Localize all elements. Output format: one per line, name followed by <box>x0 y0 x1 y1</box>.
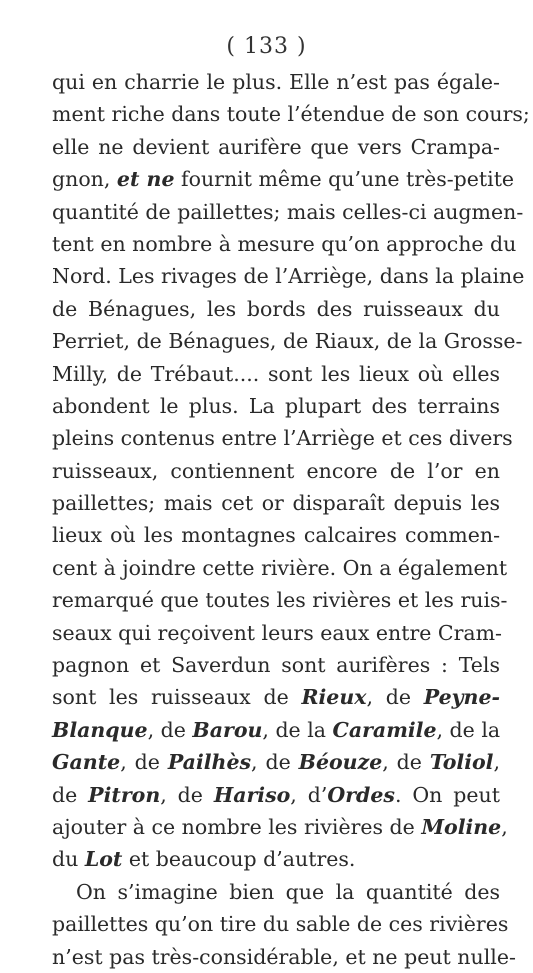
text-line <box>52 746 500 778</box>
text-line <box>52 811 508 843</box>
italic-text: Barou <box>192 717 263 742</box>
italic-text: Toliol <box>429 750 494 775</box>
text-line <box>52 422 513 454</box>
italic-text: Peyne- <box>423 685 500 710</box>
text-segment: seaux qui reçoivent leurs eaux entre Cram- <box>52 620 502 645</box>
text-segment: , de <box>382 750 430 775</box>
text-line <box>52 552 508 584</box>
text-segment: fournit même qu’une très-petite <box>174 167 515 192</box>
text-segment: n’est pas très-considérable, et ne peut nulle- <box>52 944 516 969</box>
text-line <box>52 293 500 325</box>
text-segment: sont les ruisseaux de <box>52 685 302 710</box>
italic-text: et ne <box>116 167 175 192</box>
text-line <box>52 649 500 681</box>
italic-text: Pitron <box>88 782 161 807</box>
italic-text: Moline <box>421 814 502 839</box>
text-segment: Nord. Les rivages de l’Arriège, dans la plaine <box>52 264 525 289</box>
text-segment: , <box>493 750 501 775</box>
text-segment: , d’ <box>290 782 328 807</box>
text-segment: et beaucoup d’autres. <box>122 847 356 872</box>
text-segment: , de la <box>436 717 501 742</box>
text-segment: du <box>52 847 85 872</box>
text-segment: de Bénagues, les bords des ruisseaux du <box>52 296 500 321</box>
text-segment: cent à joindre cette rivière. On a également <box>52 555 508 580</box>
text-segment: , de <box>366 685 424 710</box>
text-segment: On s’imagine bien que la quantité des <box>76 879 500 904</box>
italic-text: Lot <box>84 847 123 872</box>
text-segment: qui en charrie le plus. Elle n’est pas égale- <box>52 70 500 94</box>
text-line <box>52 228 517 260</box>
text-line <box>52 779 500 811</box>
text-segment: , de <box>147 717 193 742</box>
text-segment: abondent le plus. La plupart des terrains <box>52 393 500 418</box>
text-segment: , de <box>120 750 168 775</box>
text-segment: paillettes qu’on tire du sable de ces rivières <box>52 912 509 937</box>
text-line <box>52 131 500 163</box>
text-segment: lieux où les montagnes calcaires commen- <box>52 523 500 548</box>
text-line <box>52 325 523 357</box>
text-line <box>52 519 500 551</box>
text-line <box>52 584 508 616</box>
text-line <box>52 390 500 422</box>
text-segment: ruisseaux, contiennent encore de l’or en <box>52 458 500 483</box>
text-segment: de <box>52 782 89 807</box>
text-segment: Milly, de Trébaut.... sont les lieux où elles <box>52 361 500 386</box>
italic-text: Blanque <box>52 717 148 742</box>
text-segment: pagnon et Saverdun sont aurifères : Tels <box>52 653 500 678</box>
text-segment: , de <box>251 750 299 775</box>
text-line <box>52 941 516 973</box>
text-segment: elle ne devient aurifère que vers Crampa- <box>52 134 500 159</box>
italic-text: Ordes <box>327 782 395 807</box>
text-segment: , de <box>160 782 214 807</box>
text-line <box>52 617 500 649</box>
text-segment: gnon, <box>52 167 117 192</box>
italic-text: Gante <box>52 750 121 775</box>
italic-text: Caramile <box>332 717 437 742</box>
text-segment: . On peut <box>394 782 500 807</box>
text-line <box>52 876 500 908</box>
text-segment: tent en nombre à mesure qu’on approche du <box>52 231 517 256</box>
text-segment: , de la <box>262 717 333 742</box>
text-line <box>52 98 530 130</box>
text-segment: ment riche dans toute l’étendue de son cours; <box>52 102 530 127</box>
text-line <box>52 455 500 487</box>
page-number: ( 133 ) <box>226 34 307 59</box>
text-line <box>52 260 525 292</box>
text-line <box>52 196 524 228</box>
text-segment: ajouter à ce nombre les rivières de <box>52 814 422 839</box>
italic-text: Pailhès <box>167 750 252 775</box>
text-line <box>52 681 500 713</box>
text-segment: pleins contenus entre l’Arriège et ces divers <box>52 426 513 451</box>
text-line <box>52 714 500 746</box>
italic-text: Rieux <box>301 685 367 710</box>
text-line <box>52 843 500 875</box>
text-line <box>52 358 500 390</box>
italic-text: Hariso <box>213 782 291 807</box>
text-segment: paillettes; mais cet or disparaît depuis les <box>52 491 500 516</box>
text-segment: quantité de paillettes; mais celles-ci augmen- <box>52 199 524 224</box>
text-line <box>52 163 515 195</box>
text-line <box>52 66 500 98</box>
body-text <box>52 66 530 973</box>
text-segment: remarqué que toutes les rivières et les ruis- <box>52 588 508 613</box>
italic-text: Béouze <box>298 750 383 775</box>
text-segment: , <box>501 814 508 839</box>
text-line <box>52 487 500 519</box>
text-segment: Perriet, de Bénagues, de Riaux, de la Grosse- <box>52 329 523 354</box>
text-line <box>52 908 509 940</box>
